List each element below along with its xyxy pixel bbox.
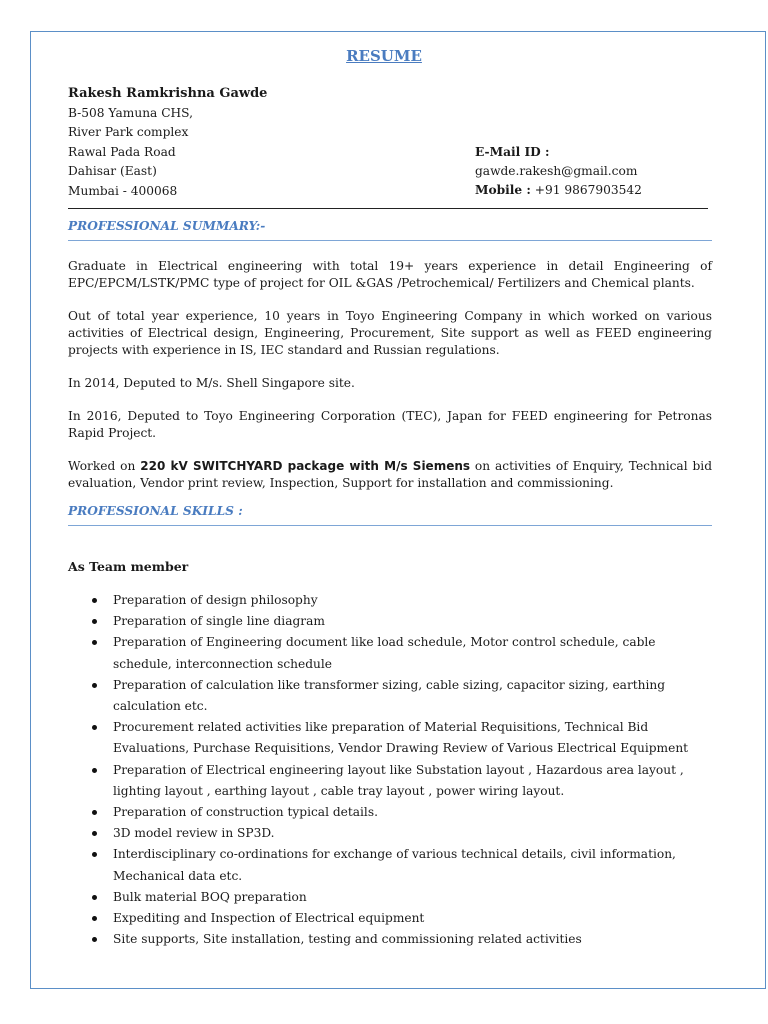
address-line: B-508 Yamuna CHS,: [68, 105, 193, 120]
summary-text: on activities of Enquiry, Technical bid evaluation, Vendor print review, Inspection, Support for installation and commissioning.: [68, 458, 712, 490]
summary-divider: [68, 240, 712, 241]
list-item: Preparation of construction typical details.: [113, 802, 712, 823]
mobile-row: [475, 181, 715, 200]
skills-heading: PROFESSIONAL SKILLS :: [68, 503, 243, 518]
summary-heading: PROFESSIONAL SUMMARY:-: [68, 218, 266, 233]
team-member-heading: As Team member: [68, 558, 189, 574]
contact-block: [475, 143, 715, 200]
mobile-label: Mobile :: [475, 182, 531, 197]
list-item: Preparation of calculation like transformer sizing, cable sizing, capacitor sizing, earthing calculation etc.: [113, 675, 712, 717]
email-label: E-Mail ID :: [475, 144, 550, 159]
list-item: Preparation of single line diagram: [113, 611, 712, 632]
list-item: Preparation of design philosophy: [113, 590, 712, 611]
summary-paragraph: In 2014, Deputed to M/s. Shell Singapore site.: [68, 375, 355, 390]
address-line: River Park complex: [68, 125, 189, 139]
list-item: Procurement related activities like preparation of Material Requisitions, Technical Bid Evaluations, Purchase Requisitions, Vendor Drawing Review of Various Electrical Equipment: [113, 717, 712, 759]
email-row: [475, 143, 715, 181]
summary-paragraph: In 2016, Deputed to Toyo Engineering Corporation (TEC), Japan for FEED engineering for Petronas Rapid Project.: [68, 408, 712, 440]
list-item: Preparation of Engineering document like load schedule, Motor control schedule, cable schedule, interconnection schedule: [113, 632, 712, 674]
skills-divider: [68, 525, 712, 526]
summary-paragraph: [68, 458, 712, 492]
list-item: Preparation of Electrical engineering layout like Substation layout , Hazardous area layout , lighting layout , earthing layout , cable tray layout , power wiring layout.: [113, 760, 712, 802]
email-value: gawde.rakesh@gmail.com: [475, 163, 638, 178]
skills-list: [68, 590, 712, 950]
resume-title: RESUME: [346, 47, 422, 65]
list-item: Bulk material BOQ preparation: [113, 887, 712, 908]
address-line: Dahisar (East): [68, 164, 157, 178]
list-item: Interdisciplinary co-ordinations for exchange of various technical details, civil information, Mechanical data etc.: [113, 844, 712, 886]
address-line: Rawal Pada Road: [68, 144, 176, 159]
mobile-value: +91 9867903542: [534, 182, 642, 197]
list-item: Expediting and Inspection of Electrical equipment: [113, 908, 712, 929]
resume-content: [68, 84, 712, 950]
summary-highlight: 220 kV SWITCHYARD package with M/s Siemens: [140, 458, 471, 473]
candidate-name: Rakesh Ramkrishna Gawde: [68, 86, 268, 101]
summary-paragraph: Out of total year experience, 10 years in Toyo Engineering Company in which worked on various activities of Electrical design, Engineering, Procurement, Site support as well as FEED engineering projects with experience in IS, IEC standard and Russian regulations.: [68, 308, 712, 357]
list-item: Site supports, Site installation, testing and commissioning related activities: [113, 929, 712, 950]
header-divider: [68, 208, 708, 209]
summary-paragraph: Graduate in Electrical engineering with total 19+ years experience in detail Engineering of EPC/EPCM/LSTK/PMC type of project for OIL &GAS /Petrochemical/ Fertilizers and Chemical plants.: [68, 258, 712, 290]
address-line: Mumbai - 400068: [68, 183, 178, 198]
list-item: 3D model review in SP3D.: [113, 823, 712, 844]
address-block: [68, 104, 712, 201]
summary-text: Worked on: [68, 458, 141, 473]
